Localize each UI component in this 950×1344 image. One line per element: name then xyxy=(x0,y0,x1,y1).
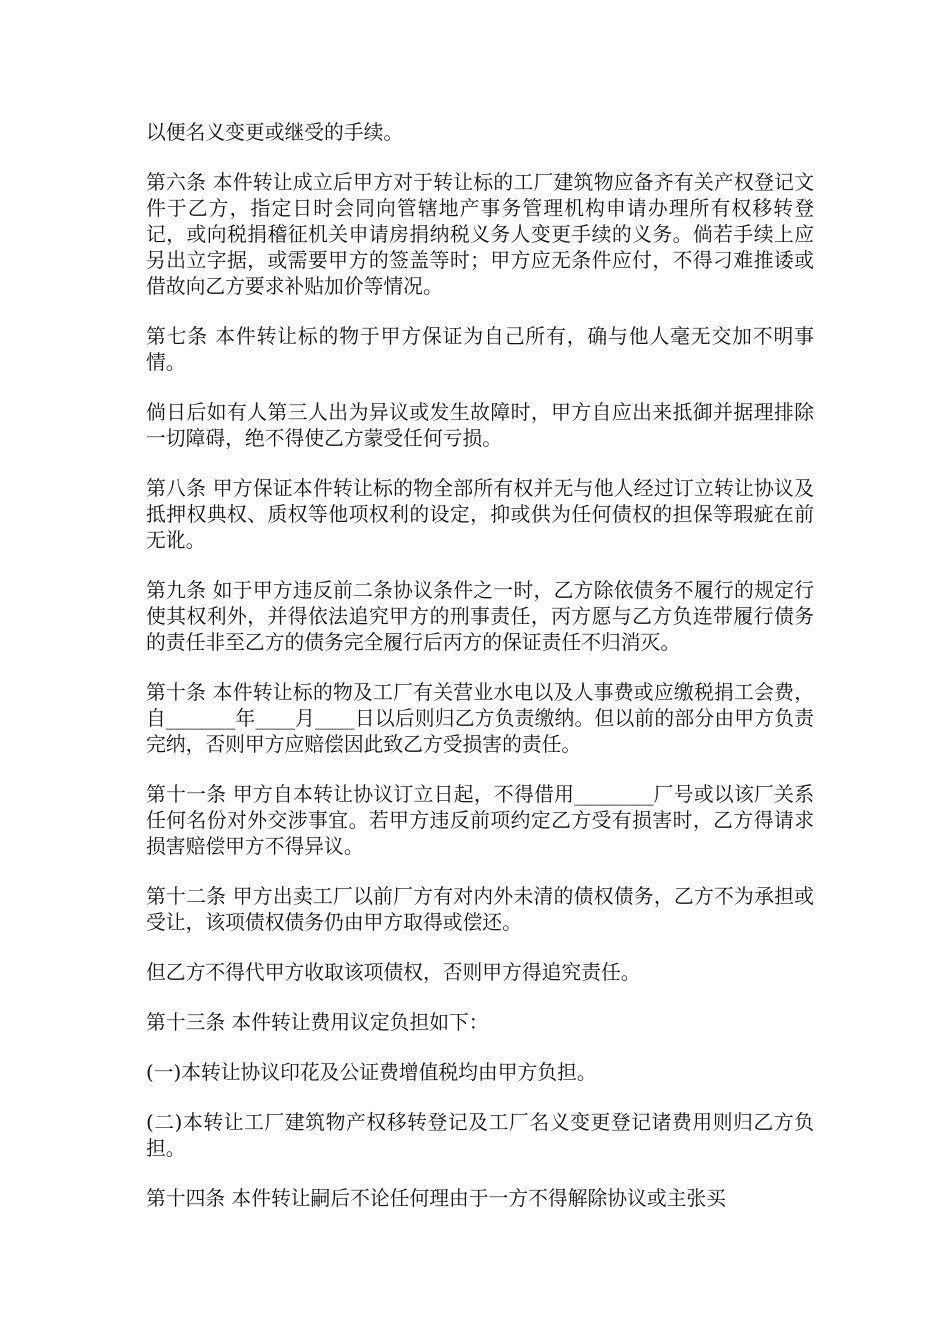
paragraph-article-13: 第十三条 本件转让费用议定负担如下： xyxy=(146,1011,489,1034)
paragraph-article-6: 第六条 本件转让成立后甲方对于转让标的工厂建筑物应备齐有关产权登记文件于乙方，指定日时会同向管辖地产事务管理机构申请办理所有权移转登记，或向税捐稽征机关申请房捐纳税义务人变更手续的义务。倘若手续上应另出立字据，或需要甲方的签盖等时；甲方应无条件应付，不得刁难推诿或借故向乙方要求补贴加价等情况。 xyxy=(146,171,814,298)
paragraph-article-12: 第十二条 甲方出卖工厂以前厂方有对内外未清的债权债务，乙方不为承担或受让，该项债权债务仍由甲方取得或偿还。 xyxy=(146,885,814,934)
paragraph-continuation: 以便名义变更或继受的手续。 xyxy=(146,121,404,144)
paragraph-article-7: 第七条 本件转让标的物于甲方保证为自己所有，确与他人毫无交加不明事情。 xyxy=(146,325,814,374)
paragraph-article-10: 第十条 本件转让标的物及工厂有关营业水电以及人事费或应缴税捐工会费，自_______年____月____日以后则归乙方负责缴纳。但以前的部分由甲方负责完纳，否则甲方应赔偿因此致乙方受损害的责任。 xyxy=(146,681,814,756)
paragraph-article-12-supplement: 但乙方不得代甲方收取该项债权，否则甲方得追究责任。 xyxy=(146,961,641,984)
paragraph-article-9: 第九条 如于甲方违反前二条协议条件之一时，乙方除依债务不履行的规定行使其权利外，并得依法追究甲方的刑事责任，丙方愿与乙方负连带履行债务的责任非至乙方的债务完全履行后丙方的保证责任不归消灭。 xyxy=(146,579,814,654)
paragraph-article-14: 第十四条 本件转让嗣后不论任何理由于一方不得解除协议或主张买 xyxy=(146,1187,726,1210)
document-body xyxy=(146,120,814,1212)
paragraph-article-11: 第十一条 甲方自本转让协议订立日起，不得借用________厂号或以该厂关系任何名份对外交涉事宜。若甲方违反前项约定乙方受有损害时，乙方得请求损害赔偿甲方不得异议。 xyxy=(146,783,814,858)
paragraph-article-8: 第八条 甲方保证本件转让标的物全部所有权并无与他人经过订立转让协议及抵押权典权、质权等他项权利的设定，抑或供为任何债权的担保等瑕疵在前无讹。 xyxy=(146,477,814,552)
paragraph-article-7-supplement: 倘日后如有人第三人出为异议或发生故障时，甲方自应出来抵御并据理排除一切障碍，绝不得使乙方蒙受任何亏损。 xyxy=(146,401,814,450)
paragraph-article-13-item-1: (一)本转让协议印花及公证费增值税均由甲方负担。 xyxy=(146,1061,597,1084)
paragraph-article-13-item-2: (二)本转让工厂建筑物产权移转登记及工厂名义变更登记诸费用则归乙方负担。 xyxy=(146,1111,814,1160)
